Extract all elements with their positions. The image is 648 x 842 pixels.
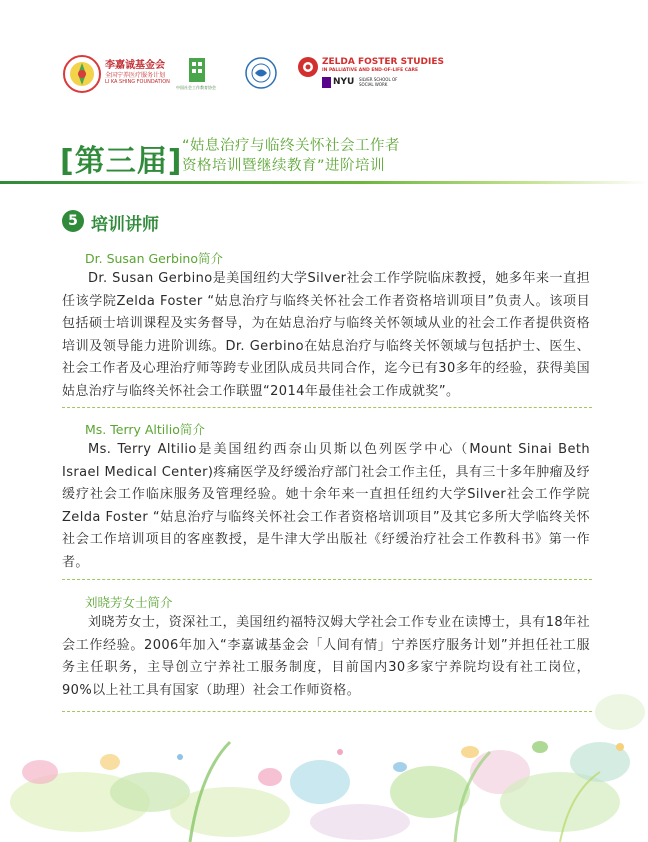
- zelda-foster-subtitle: IN PALLIATIVE AND END-OF-LIFE CARE: [322, 68, 419, 73]
- zelda-foster-logo: [297, 56, 319, 78]
- program-title-line1: “姑息治疗与临终关怀社会工作者: [182, 138, 401, 154]
- zelda-foster-emblem-icon: [297, 56, 319, 78]
- bio-body-altilio: Ms. Terry Altilio是美国纽约西奈山贝斯以色列医学中心（Mount Sinai Beth Israel Medical Center)疼痛医学及纾缓治疗部门社会工作主任，具有三十多年肿瘤及纾缓疗社会工作临床服务及管理经验。她十余年来一直担任纽约大学Silver社会工作学院Zelda Foster “姑息治疗与临终关怀社会工作者资格培训项目”及其它多所大学临终关怀社会工作培训项目的客座教授，是牛津大学出版社《纾缓治疗社会工作教科书》第一作者。: [62, 442, 590, 570]
- section-title-text: 培训讲师: [91, 215, 159, 235]
- li-ka-shing-en-name: LI KA SHING FOUNDATION: [105, 79, 170, 85]
- page-header: [60, 132, 620, 182]
- edition-label: [第三届]: [60, 144, 183, 179]
- zelda-foster-title: ZELDA FOSTER STUDIES: [322, 57, 444, 67]
- third-partner-logo: [244, 56, 278, 90]
- section-divider: [62, 579, 592, 580]
- nyu-torch-icon: [322, 77, 331, 88]
- bio-heading-gerbino: Dr. Susan Gerbino简介: [85, 251, 223, 266]
- bio-body-liu: 刘晓芳女士，资深社工，美国纽约福特汉姆大学社会工作专业在读博士，具有18年社会工作经验。2006年加入“李嘉诚基金会「人间有情」宁养医疗服务计划”并担任社工服务主任职务，主导创立宁养社工服务制度，目前国内30多家宁养院均设有社工岗位，90%以上社工具有国家（助理）社会工作师资格。: [62, 615, 590, 698]
- second-logo-caption: 中国社会工作教育协会: [176, 85, 216, 90]
- program-title-line2: 资格培训暨继续教育”进阶培训: [182, 158, 386, 174]
- green-building-icon: [187, 56, 207, 84]
- nyu-label: NYU: [333, 77, 355, 87]
- section-number-badge: 5: [62, 210, 84, 232]
- partner-logos: [62, 52, 582, 96]
- nyu-school-name: SILVER SCHOOL OF SOCIAL WORK: [359, 77, 398, 87]
- bio-heading-altilio: Ms. Terry Altilio简介: [85, 422, 205, 437]
- watercolor-splash-decoration: [0, 652, 648, 842]
- second-partner-logo: [187, 56, 207, 84]
- header-rule: [0, 181, 648, 184]
- li-ka-shing-subtitle: 全国宁养医疗服务计划: [105, 72, 166, 79]
- li-ka-shing-emblem-icon: [62, 54, 102, 94]
- li-ka-shing-cn-name: 李嘉诚基金会: [105, 60, 165, 71]
- bio-heading-liu: 刘晓芳女士简介: [85, 595, 173, 610]
- li-ka-shing-foundation-logo: [62, 54, 102, 94]
- bio-body-gerbino: Dr. Susan Gerbino是美国纽约大学Silver社会工作学院临床教授，她多年来一直担任该学院Zelda Foster “姑息治疗与临终关怀社会工作者资格培训项目”负责人。该项目包括硕士培训课程及实务督导，为在姑息治疗与临终关怀领域从业的社会工作者提供资格培训及领导能力进阶训练。Dr. Gerbino在姑息治疗与临终关怀领域与包括护士、医生、社会工作者及心理治疗师等跨专业团队成员共同合作，迄今已有30多年的经验，获得美国姑息治疗与临终关怀社会工作联盟“2014年最佳社会工作成就奖”。: [62, 271, 590, 399]
- round-seal-icon: [244, 56, 278, 90]
- section-divider: [62, 407, 592, 408]
